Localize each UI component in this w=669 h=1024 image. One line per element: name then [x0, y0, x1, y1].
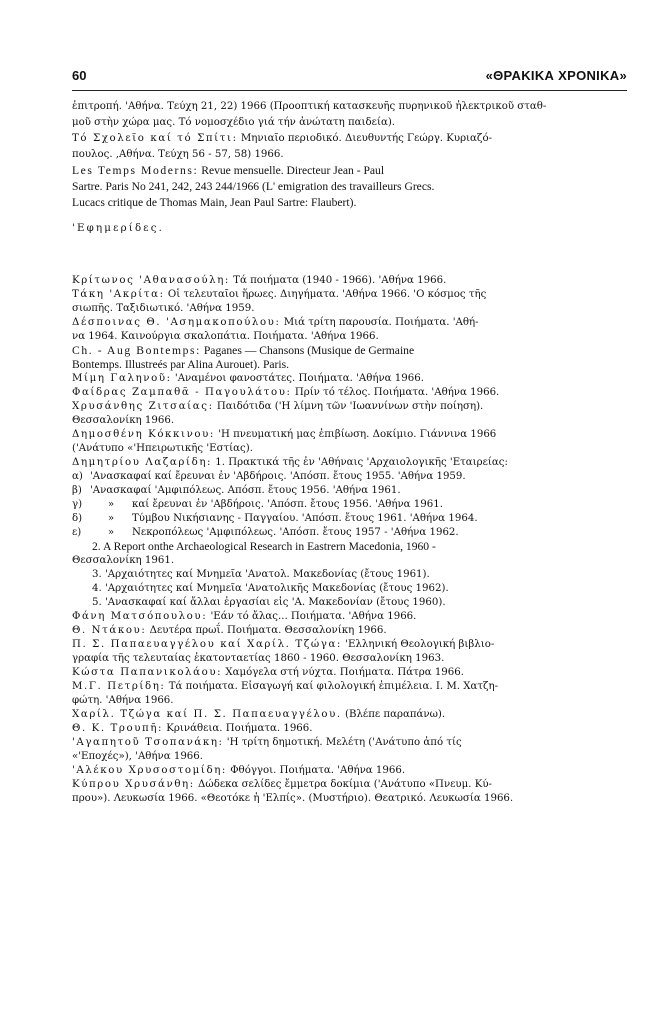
book-entry: [72, 386, 627, 400]
entry-text: Paganes — Chansons (Musique de Germaine: [200, 344, 415, 357]
book-entry: [72, 344, 627, 358]
sub-entry-text: Νεκροπόλεως 'Αμφιπόλεως. 'Απόσπ. ἔτους 1957 - 'Αθήνα 1962.: [132, 527, 459, 538]
author-name: Κύπρου Χρυσάνθη:: [72, 779, 195, 790]
author-name: Δημητρίου Λαζαρίδη:: [72, 457, 213, 468]
sub-entry-text: Τύμβου Νικήσιανης - Παγγαίου. 'Απόσπ. ἔτους 1961. 'Αθήνα 1964.: [132, 513, 478, 524]
sub-entry-marker: β): [72, 485, 82, 496]
author-name: Δημοσθένη Κόκκινου:: [72, 429, 215, 440]
sub-entry: [72, 484, 627, 498]
entry-continuation: Bontemps. Illustreés par Alina Aurouet). Paris.: [72, 358, 290, 371]
entry-text: 'Αναμένοι φανοστάτες. Ποιήματα. 'Αθήνα 1966.: [171, 373, 424, 384]
author-name: Φάνη Ματσόπουλου:: [72, 611, 208, 622]
author-name: 'Αγαπητοῦ Τσοπανάκη:: [72, 737, 224, 748]
book-entry: [72, 778, 627, 792]
author-name: Θ. Κ. Τρουπῆ:: [72, 723, 164, 734]
author-name: Φαίδρας Ζαμπαθᾶ - Παγουλάτου:: [72, 387, 292, 398]
sub-entry: [72, 526, 627, 540]
ditto-mark: »: [107, 527, 115, 538]
entry-continuation: φώτη. 'Αθήνα 1966.: [72, 695, 174, 706]
entry-continuation: Θεσσαλονίκη 1966.: [72, 415, 175, 426]
book-entry: [72, 708, 627, 722]
page-header: [72, 68, 627, 91]
numbered-work: 5. 'Ανασκαφαί καί ἄλλαι ἐργασίαι εἰς 'Α. Μακεδονίαν (ἔτους 1960).: [92, 597, 446, 608]
numbered-work: 2. A Report onthe Archaeological Research in Eastrern Macedonia, 1960 -: [92, 540, 436, 553]
section-heading: 'Εφημερίδες.: [72, 223, 165, 234]
book-entry: [72, 638, 627, 652]
author-name: Χαρίλ. Τζώγα καί Π. Σ. Παπαευαγγέλου.: [72, 709, 342, 720]
author-name: Μ.Γ. Πετρίδη:: [72, 681, 166, 692]
ditto-mark: »: [107, 513, 115, 524]
periodical-entry-spiti-line2: πουλος. ,Αθήνα. Τεύχη 56 - 57, 58) 1966.: [72, 149, 284, 160]
book-entry: [72, 680, 627, 694]
periodical-description: Μηνιαῖο περιοδικό. Διευθυντής Γεώργ. Κυριαζό-: [237, 133, 493, 144]
author-name: Χρυσάνθης Ζιτσαίας:: [72, 401, 214, 412]
entry-continuation: Θεσσαλονίκη 1961.: [72, 555, 175, 566]
entry-text: Φθόγγοι. Ποιήματα. 'Αθήνα 1966.: [226, 765, 406, 776]
entry-text: Δώδεκα σελίδες ἔμμετρα δοκίμια ('Ανάτυπο «Πνευμ. Κύ-: [194, 779, 492, 790]
sub-entry-marker: ε): [72, 527, 82, 538]
sub-entry: [72, 498, 627, 512]
page-number: 60: [72, 68, 87, 83]
entry-text: 1. Πρακτικά τῆς ἐν 'Αθήναις 'Αρχαιολογικῆς 'Εταιρείας:: [212, 457, 508, 468]
author-name: 'Αλέκου Χρυσοστομίδη:: [72, 765, 227, 776]
periodical-entry-temps-modernes-line3: Lucacs critique de Thomas Main, Jean Paul Sartre: Flaubert).: [72, 196, 357, 209]
periodical-entry-spiti: [72, 132, 627, 146]
book-entry: [72, 288, 627, 302]
sub-entry: [72, 512, 627, 526]
entry-continuation: γραφία τῆς τελευταίας ἑκατονταετίας 1860 - 1960. Θεσσαλονίκη 1963.: [72, 653, 445, 664]
periodical-title: Τό Σχολεῖο καί τό Σπίτι:: [72, 133, 238, 144]
sub-entry: [72, 470, 627, 484]
book-entry: [72, 610, 627, 624]
book-entry: [72, 736, 627, 750]
entry-text: 'Η τρίτη δημοτική. Μελέτη ('Ανάτυπο ἀπό τίς: [223, 737, 462, 748]
book-entry: [72, 428, 627, 442]
continuation-line-1: ἐπιτροπή. 'Αθήνα. Τεύχη 21, 22) 1966 (Προοπτική κατασκευῆς πυρηνικοῦ ἠλεκτρικοῦ σταθ-: [72, 101, 547, 112]
entry-text: Πρίν τό τέλος. Ποιήματα. 'Αθήνα 1966.: [291, 387, 500, 398]
numbered-work: 3. 'Αρχαιότητες καί Μνημεῖα 'Ανατολ. Μακεδονίας (ἔτους 1961).: [92, 569, 430, 580]
running-title: «ΘΡΑΚΙΚΑ ΧΡΟΝΙΚΑ»: [485, 68, 627, 83]
entry-text: Χαμόγελα στή νύχτα. Ποιήματα. Πάτρα 1966.: [222, 667, 464, 678]
author-name: Θ. Ντάκου:: [72, 625, 147, 636]
book-entry: [72, 274, 627, 288]
book-entry: [72, 400, 627, 414]
entry-text: 'Εάν τό ἄλας... Ποιήματα. 'Αθήνα 1966.: [207, 611, 417, 622]
author-name: Τάκη 'Ακρίτα:: [72, 289, 165, 300]
entry-text: 'Η πνευματική μας ἐπιβίωση. Δοκίμιο. Γιάννινα 1966: [214, 429, 497, 440]
author-name: Ch. - Aug Bontemps:: [72, 344, 201, 357]
entry-text: 'Ελληνική Θεολογική βιβλιο-: [341, 639, 495, 650]
entry-continuation: ('Ανάτυπο «'Ηπειρωτικῆς 'Εστίας).: [72, 443, 253, 454]
entry-text: Τά ποιήματα. Εἰσαγωγή καί φιλολογική ἐπιμέλεια. Ι. Μ. Χατζη-: [165, 681, 499, 692]
entry-text: Παιδότιδα ('Η λίμνη τῶν 'Ιωαννίνων στὴν ποίηση).: [213, 401, 484, 412]
book-entry: [72, 764, 627, 778]
book-entry: [72, 456, 627, 470]
numbered-work: 4. 'Αρχαιότητες καί Μνημεῖα 'Ανατολικῆς Μακεδονίας (ἔτους 1962).: [92, 583, 449, 594]
book-entry: [72, 316, 627, 330]
entry-text: Δευτέρα πρωΐ. Ποιήματα. Θεσσαλονίκη 1966.: [146, 625, 387, 636]
periodical-title: Les Temps Moderns:: [72, 164, 199, 177]
entry-continuation: «'Εποχές»), 'Αθήνα 1966.: [72, 751, 204, 762]
entry-text: Κρινάθεια. Ποιήματα. 1966.: [163, 723, 313, 734]
page-body: [72, 100, 627, 806]
entry-text: (Βλέπε παραπάνω).: [341, 709, 446, 720]
entry-text: Οἱ τελευταῖοι ἥρωες. Διηγήματα. 'Αθήνα 1966. 'Ο κόσμος τῆς: [164, 289, 487, 300]
author-name: Δέσποινας Θ. 'Ασημακοπούλου:: [72, 317, 281, 328]
book-entry: [72, 722, 627, 736]
book-entry: [72, 372, 627, 386]
author-name: Π. Σ. Παπαευαγγέλου καί Χαρίλ. Τζώγα:: [72, 639, 342, 650]
entry-text: Τά ποιήματα (1940 - 1966). 'Αθήνα 1966.: [229, 275, 447, 286]
entry-continuation: πρου»). Λευκωσία 1966. «Θεοτόκε ἡ 'Ελπίς». (Μυστήριο). Θεατρικό. Λευκωσία 1966.: [72, 793, 514, 804]
sub-entry-marker: δ): [72, 513, 83, 524]
ditto-mark: »: [107, 499, 115, 510]
entry-continuation: να 1964. Καινούργια σκαλοπάτια. Ποιήματα. 'Αθήνα 1966.: [72, 331, 379, 342]
sub-entry-marker: γ): [72, 499, 83, 510]
book-entry: [72, 666, 627, 680]
book-entry: [72, 624, 627, 638]
sub-entry-text: 'Ανασκαφαί 'Αμφιπόλεως. Απόσπ. ἔτους 1956. 'Αθήνα 1961.: [90, 485, 401, 496]
author-name: Μίμη Γαληνοῦ:: [72, 373, 172, 384]
periodical-description: Revue mensuelle. Directeur Jean - Paul: [198, 164, 385, 177]
sub-entry-text: 'Ανασκαφαί καί ἔρευναι ἐν 'Αβδήροις. 'Απόσπ. ἔτους 1955. 'Αθήνα 1959.: [90, 471, 466, 482]
periodical-entry-temps-modernes-line2: Sartre. Paris No 241, 242, 243 244/1966 (L' emigration des travailleurs Grecs.: [72, 180, 435, 193]
sub-entry-text: καί ἔρευναι ἐν 'Αβδήροις. 'Απόσπ. ἔτους 1956. 'Αθήνα 1961.: [132, 499, 443, 510]
entry-text: Μιά τρίτη παρουσία. Ποιήματα. 'Αθή-: [280, 317, 479, 328]
sub-entry-marker: α): [72, 471, 83, 482]
author-name: Κώστα Παπανικολάου:: [72, 667, 223, 678]
periodical-entry-temps-modernes: [72, 164, 627, 178]
entry-continuation: σιωπῆς. Ταξιδιωτικό. 'Αθήνα 1959.: [72, 303, 255, 314]
author-name: Κρίτωνος 'Αθανασούλη:: [72, 275, 230, 286]
continuation-line-2: μοῦ στὴν χώρα μας. Τό νομοσχέδιο γιά τήν ἀνώτατη παιδεία).: [72, 117, 396, 128]
